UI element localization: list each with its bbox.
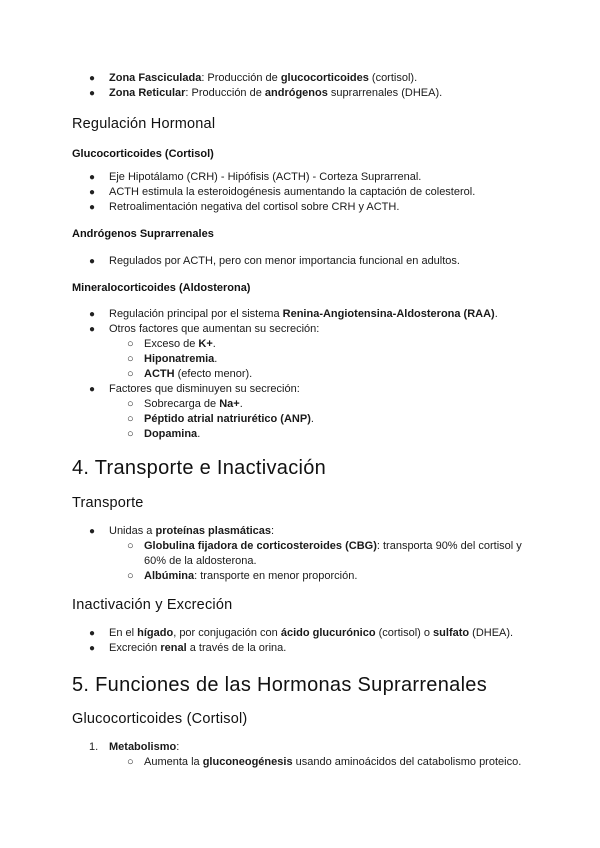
chapter-heading: 5. Funciones de las Hormonas Suprarrenales — [72, 674, 488, 696]
list-item: ACTH estimula la esteroidogénesis aumentando la captación de colesterol. — [109, 186, 476, 198]
text: : transporta 90% del cortisol y — [376, 540, 522, 552]
section-heading: Transporte — [72, 495, 144, 511]
list-item: Eje Hipotálamo (CRH) - Hipófisis (ACTH) - Corteza Suprarrenal. — [109, 171, 422, 183]
sub-bullet: ○ — [127, 570, 134, 582]
text: : Producción de — [185, 87, 265, 99]
text: : — [176, 741, 180, 753]
sub-bullet: ○ — [127, 540, 134, 552]
bullet: ● — [89, 628, 96, 639]
text: (cortisol). — [368, 72, 418, 84]
text: (cortisol) o — [375, 627, 434, 639]
bold-term: Na+ — [219, 398, 240, 410]
bold-term: ácido glucurónico — [280, 627, 376, 639]
bold-term: Globulina fijadora de corticosteroides (CBG) — [144, 540, 377, 552]
sub-list-item — [144, 397, 540, 412]
text: Aumenta la — [144, 756, 203, 768]
text: Regulación principal por el sistema — [109, 308, 283, 320]
sub-list-item — [144, 427, 540, 442]
text: : — [271, 525, 275, 537]
sub-bullet: ○ — [127, 756, 134, 768]
sub-list-item — [144, 352, 540, 367]
bullet: ● — [89, 324, 96, 335]
sub-list-item — [144, 337, 540, 352]
text: , por conjugación con — [173, 627, 281, 639]
bold-term: Zona Reticular — [109, 87, 186, 99]
text: . — [494, 308, 498, 320]
bold-term: Hiponatremia — [144, 353, 215, 365]
text: (DHEA). — [469, 627, 514, 639]
bold-term: Metabolismo — [109, 741, 177, 753]
sub-bullet: ○ — [127, 398, 134, 410]
text: suprarrenales (DHEA). — [327, 87, 443, 99]
bold-term: sulfato — [433, 627, 470, 639]
list-item — [109, 86, 560, 101]
numbered-list-item — [109, 740, 560, 755]
list-item — [109, 307, 560, 322]
bullet: ● — [89, 384, 96, 395]
list-item — [109, 626, 560, 641]
sub-list-item — [144, 539, 540, 554]
sub-list-item — [144, 755, 560, 770]
bold-term: Dopamina — [144, 428, 198, 440]
chapter-heading: 4. Transporte e Inactivación — [72, 457, 327, 479]
text: : transporte en menor proporción. — [194, 570, 358, 582]
bold-term: Renina-Angiotensina-Aldosterona (RAA) — [282, 308, 495, 320]
bold-term: proteínas plasmáticas — [155, 525, 272, 537]
bullet: ● — [89, 309, 96, 320]
section-heading: Inactivación y Excreción — [72, 597, 233, 613]
bold-term: andrógenos — [264, 87, 328, 99]
bold-term: ACTH — [144, 368, 175, 380]
text: Unidas a — [109, 525, 156, 537]
text: a través de la orina. — [186, 642, 287, 654]
list-item — [109, 641, 560, 656]
list-item — [109, 71, 560, 86]
list-item — [109, 524, 560, 539]
sub-list-item — [144, 412, 540, 427]
sub-bullet: ○ — [127, 368, 134, 380]
bold-term: hígado — [137, 627, 174, 639]
text: . — [212, 338, 216, 350]
sub-bullet: ○ — [127, 428, 134, 440]
bullet: ● — [89, 643, 96, 654]
bold-term: renal — [160, 642, 187, 654]
bullet: ● — [89, 526, 96, 537]
bullet: ● — [89, 256, 96, 267]
text: . — [310, 413, 314, 425]
text: En el — [109, 627, 138, 639]
text: : Producción de — [201, 72, 281, 84]
section-heading: Glucocorticoides (Cortisol) — [72, 711, 248, 727]
sub-bullet: ○ — [127, 413, 134, 425]
list-item: Regulados por ACTH, pero con menor importancia funcional en adultos. — [109, 255, 460, 267]
text: (efecto menor). — [174, 368, 253, 380]
bold-term: Albúmina — [144, 570, 195, 582]
text: . — [214, 353, 218, 365]
subsection-heading: Mineralocorticoides (Aldosterona) — [72, 282, 251, 294]
text: Exceso de — [144, 338, 199, 350]
list-item: Factores que disminuyen su secreción: — [109, 383, 300, 395]
sub-list-item — [144, 569, 540, 584]
text: . — [197, 428, 201, 440]
sub-list-item-continuation: 60% de la aldosterona. — [144, 555, 257, 567]
bullet: ● — [89, 88, 96, 99]
text: Excreción — [109, 642, 161, 654]
bold-term: Zona Fasciculada — [109, 72, 202, 84]
bullet: ● — [89, 73, 96, 84]
text: Sobrecarga de — [144, 398, 220, 410]
sub-bullet: ○ — [127, 353, 134, 365]
bullet: ● — [89, 172, 96, 183]
list-item: Otros factores que aumentan su secreción: — [109, 323, 320, 335]
list-item: Retroalimentación negativa del cortisol sobre CRH y ACTH. — [109, 201, 400, 213]
bullet: ● — [89, 202, 96, 213]
text: usando aminoácidos del catabolismo proteico. — [292, 756, 522, 768]
subsection-heading: Andrógenos Suprarrenales — [72, 228, 214, 240]
sub-bullet: ○ — [127, 338, 134, 350]
bold-term: gluconeogénesis — [202, 756, 293, 768]
bold-term: K+ — [198, 338, 213, 350]
section-heading: Regulación Hormonal — [72, 116, 216, 132]
bold-term: Péptido atrial natriurético (ANP) — [144, 413, 311, 425]
sub-list-item — [144, 367, 540, 382]
subsection-heading: Glucocorticoides (Cortisol) — [72, 148, 214, 160]
bullet: ● — [89, 187, 96, 198]
list-number: 1. — [89, 741, 99, 753]
text: . — [239, 398, 243, 410]
bold-term: glucocorticoides — [280, 72, 369, 84]
